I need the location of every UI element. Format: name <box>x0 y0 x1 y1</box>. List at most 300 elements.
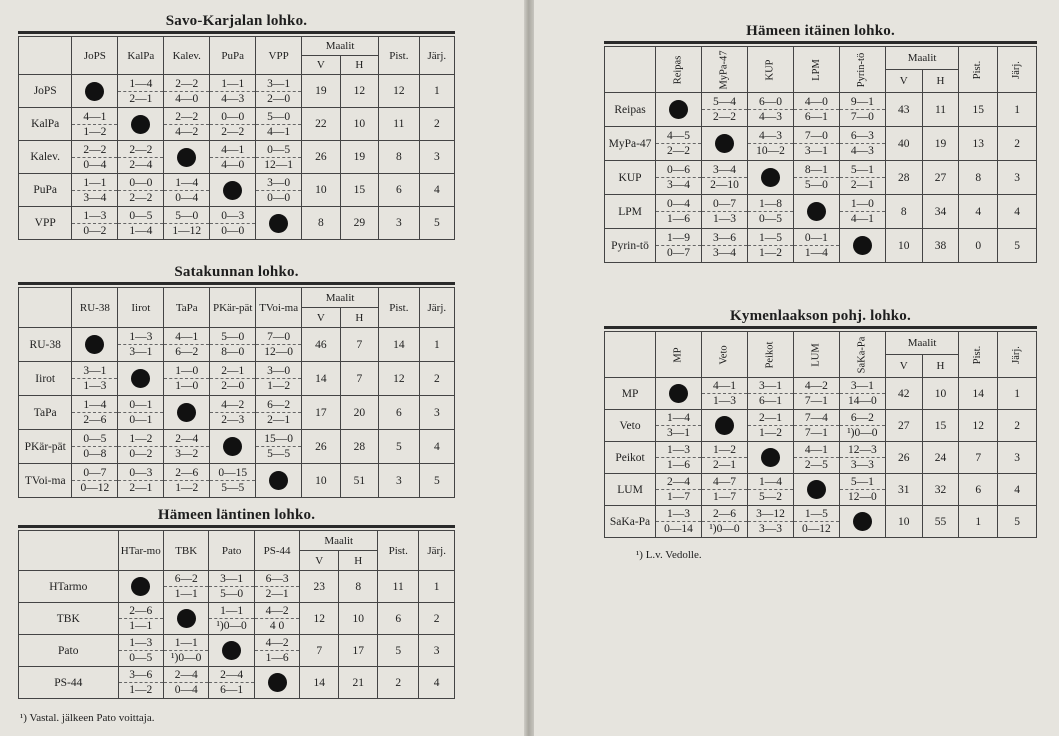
first-match-score: 1—3 <box>667 444 691 456</box>
column-header-ru-38 <box>72 288 118 328</box>
team-name-mypa-47: MyPa-47 <box>605 127 656 161</box>
pist-label: Pist. <box>388 544 408 557</box>
rank-value: 4 <box>998 195 1037 229</box>
table-row <box>19 108 455 141</box>
self-match-dot <box>269 214 288 233</box>
goals-for-value: 26 <box>302 141 340 174</box>
column-header-label: HTar-mo <box>120 544 161 557</box>
self-match-dot <box>85 335 104 354</box>
points-value: 12 <box>379 75 420 108</box>
goals-for-value: 26 <box>885 442 922 474</box>
points-value: 12 <box>379 362 420 396</box>
column-header-label: Iirot <box>131 301 151 314</box>
result-cell <box>210 430 256 464</box>
team-name-lum: LUM <box>605 474 656 506</box>
points-value: 11 <box>378 571 419 603</box>
rank-value: 3 <box>419 141 454 174</box>
goals-against-value: 51 <box>340 464 378 498</box>
first-match-score: 4—1 <box>175 331 199 343</box>
title-rule <box>604 326 1037 329</box>
result-cell <box>747 378 793 410</box>
result-cell <box>747 93 793 127</box>
first-match-score: 1—4 <box>667 412 691 424</box>
column-header-label: Reipas <box>672 55 684 85</box>
second-match-score: 5—5 <box>210 480 255 495</box>
team-name-pupa: PuPa <box>19 174 72 207</box>
result-cell <box>793 442 839 474</box>
goals-against-value: 32 <box>922 474 959 506</box>
first-match-score: 2—4 <box>220 669 244 681</box>
second-match-score: 1—3 <box>702 393 747 408</box>
jarj-label: Järj. <box>427 301 447 314</box>
result-cell <box>72 430 118 464</box>
second-match-score: 6—2 <box>164 344 209 359</box>
rank-value: 1 <box>998 93 1037 127</box>
result-cell <box>793 195 839 229</box>
second-match-score: 0—5 <box>748 211 793 226</box>
footnote-right: ¹) L.v. Vedolle. <box>636 549 702 561</box>
first-match-score: 2—6 <box>712 508 736 520</box>
second-match-score: 1—12 <box>164 223 209 238</box>
first-match-score: 3—1 <box>267 77 291 90</box>
self-match-dot <box>669 384 688 403</box>
result-cell <box>256 75 302 108</box>
goals-for-value: 42 <box>885 378 922 410</box>
goals-for-value: 17 <box>302 396 340 430</box>
title-rule <box>18 31 455 34</box>
first-match-score: 1—4 <box>83 399 107 411</box>
first-match-score: 3—0 <box>267 365 291 377</box>
second-match-score: 2—3 <box>210 412 255 427</box>
team-name-iirot: Iirot <box>19 362 72 396</box>
points-value: 5 <box>378 635 419 667</box>
result-cell <box>702 410 748 442</box>
rank-value: 1 <box>419 75 454 108</box>
result-cell <box>164 464 210 498</box>
result-cell <box>747 229 793 263</box>
result-cell <box>164 396 210 430</box>
second-match-score: 2—0 <box>256 91 301 106</box>
result-cell <box>256 328 302 362</box>
result-cell <box>256 362 302 396</box>
second-match-score: 2—2 <box>656 143 701 158</box>
table-row <box>19 207 455 240</box>
second-match-score: 2—1 <box>256 412 301 427</box>
result-cell <box>839 474 885 506</box>
result-cell <box>656 442 702 474</box>
goals-for-value: 19 <box>302 75 340 108</box>
rank-value: 5 <box>998 229 1037 263</box>
second-match-score: ¹)0—0 <box>164 650 208 665</box>
table-row <box>605 127 1037 161</box>
self-match-dot <box>715 416 734 435</box>
result-cell <box>163 635 208 667</box>
first-match-score: 0—6 <box>667 164 691 176</box>
result-cell <box>210 464 256 498</box>
second-match-score: 7—0 <box>840 109 885 124</box>
first-match-score: 5—1 <box>850 164 874 176</box>
goals-against-value: 55 <box>922 506 959 538</box>
rank-value: 2 <box>419 603 455 635</box>
second-match-score: 3—1 <box>118 344 163 359</box>
column-header-tbk <box>163 531 208 571</box>
corner-cell <box>19 531 119 571</box>
column-header-kalpa <box>118 37 164 75</box>
first-match-score: 1—4 <box>175 176 199 189</box>
second-match-score: 3—2 <box>164 446 209 461</box>
corner-cell <box>605 47 656 93</box>
result-cell <box>163 667 208 699</box>
pist-label: Pist. <box>972 60 984 80</box>
block-title: Hämeen itäinen lohko. <box>746 23 895 39</box>
team-name-tapa: TaPa <box>19 396 72 430</box>
team-name-kup: KUP <box>605 161 656 195</box>
second-match-score: 7—1 <box>794 425 839 440</box>
goals-against-value: 8 <box>339 571 378 603</box>
result-cell <box>210 141 256 174</box>
rank-value: 1 <box>998 378 1037 410</box>
result-cell <box>702 229 748 263</box>
second-match-score: 6—1 <box>209 682 253 697</box>
result-cell <box>118 603 163 635</box>
result-cell <box>118 362 164 396</box>
pist-label: Pist. <box>389 49 409 62</box>
rank-value: 4 <box>419 174 454 207</box>
result-cell <box>118 464 164 498</box>
team-name-pyrin-t: Pyrin-tö <box>605 229 656 263</box>
goals-against-value: 20 <box>340 396 378 430</box>
result-cell <box>72 396 118 430</box>
column-header-pato <box>209 531 254 571</box>
first-match-score: 4—7 <box>712 476 736 488</box>
table-row <box>605 410 1037 442</box>
column-header-iirot <box>118 288 164 328</box>
second-match-score: 0—4 <box>164 190 209 205</box>
column-header-tapa <box>164 288 210 328</box>
result-cell <box>702 474 748 506</box>
first-match-score: 4—0 <box>804 96 828 108</box>
result-cell <box>839 93 885 127</box>
second-match-score: 3—3 <box>840 457 885 472</box>
second-match-score: 0—12 <box>72 480 117 495</box>
second-match-score: 0—4 <box>72 157 117 172</box>
rank-value: 2 <box>998 127 1037 161</box>
second-match-score: 2—5 <box>794 457 839 472</box>
result-cell <box>164 108 210 141</box>
result-cell <box>656 161 702 195</box>
points-value: 6 <box>378 603 419 635</box>
result-cell <box>164 141 210 174</box>
first-match-score: 4—2 <box>221 399 245 411</box>
points-value: 8 <box>379 141 420 174</box>
result-cell <box>793 474 839 506</box>
result-cell <box>702 195 748 229</box>
result-cell <box>839 410 885 442</box>
points-value: 14 <box>379 328 420 362</box>
hameen-itainen-block <box>604 21 1037 263</box>
column-header-label: SaKa-Pa <box>856 336 868 374</box>
rank-value: 3 <box>419 635 455 667</box>
result-cell <box>839 195 885 229</box>
self-match-dot <box>222 641 241 660</box>
first-match-score: 0—5 <box>129 209 153 222</box>
second-match-score: 4—0 <box>210 157 255 172</box>
result-cell <box>164 328 210 362</box>
result-cell <box>702 93 748 127</box>
result-cell <box>793 506 839 538</box>
table-row <box>605 474 1037 506</box>
pist-header <box>378 531 419 571</box>
first-match-score: 2—1 <box>221 365 245 377</box>
jarj-label: Järj. <box>1011 346 1023 364</box>
second-match-score: ¹)0—0 <box>840 425 885 440</box>
goals-for-header: V <box>885 70 922 93</box>
result-cell <box>209 667 254 699</box>
column-header-mp <box>656 332 702 378</box>
first-match-score: 5—0 <box>175 209 199 222</box>
first-match-score: 9—1 <box>850 96 874 108</box>
team-name-ps-44: PS-44 <box>19 667 119 699</box>
column-header-kup <box>747 47 793 93</box>
first-match-score: 1—3 <box>129 331 153 343</box>
goals-against-value: 19 <box>922 127 959 161</box>
second-match-score: 1—7 <box>656 489 701 504</box>
savo-karjala-block <box>18 11 455 240</box>
column-header-veto <box>702 332 748 378</box>
maalit-header: Maalit <box>885 47 959 70</box>
goals-against-value: 7 <box>340 328 378 362</box>
column-header-label: KUP <box>764 59 776 81</box>
column-header-pyrin-t <box>839 47 885 93</box>
standings-table <box>604 46 1037 263</box>
first-match-score: 6—2 <box>850 412 874 424</box>
block-title: Kymenlaakson pohj. lohko. <box>730 308 911 324</box>
first-match-score: 3—4 <box>712 164 736 176</box>
first-match-score: 5—0 <box>221 331 245 343</box>
column-header-label: Pato <box>221 544 242 557</box>
goals-against-value: 27 <box>922 161 959 195</box>
first-match-score: 0—3 <box>129 467 153 479</box>
result-cell <box>839 378 885 410</box>
team-name-vpp: VPP <box>19 207 72 240</box>
first-match-score: 1—3 <box>129 637 153 649</box>
first-match-score: 0—15 <box>218 467 248 479</box>
goals-against-value: 7 <box>340 362 378 396</box>
column-header-label: TaPa <box>175 301 198 314</box>
goals-against-value: 10 <box>339 603 378 635</box>
second-match-score: 5—0 <box>794 177 839 192</box>
table-row <box>605 229 1037 263</box>
result-cell <box>210 75 256 108</box>
first-match-score: 1—9 <box>667 232 691 244</box>
second-match-score: 0—7 <box>656 245 701 260</box>
second-match-score: 1—7 <box>702 489 747 504</box>
result-cell <box>118 207 164 240</box>
result-cell <box>164 174 210 207</box>
first-match-score: 4—3 <box>758 130 782 142</box>
rank-value: 4 <box>419 667 455 699</box>
first-match-score: 0—7 <box>712 198 736 210</box>
result-cell <box>747 474 793 506</box>
second-match-score: 1—6 <box>656 457 701 472</box>
self-match-dot <box>761 448 780 467</box>
block-title: Savo-Karjalan lohko. <box>165 13 308 29</box>
second-match-score: 1—4 <box>794 245 839 260</box>
goals-against-header: H <box>339 551 378 571</box>
second-match-score: 0—2 <box>118 446 163 461</box>
result-cell <box>118 430 164 464</box>
column-header-label: Pyrin-tö <box>856 52 868 88</box>
goals-for-value: 26 <box>302 430 340 464</box>
goals-against-value: 10 <box>340 108 378 141</box>
goals-against-value: 15 <box>340 174 378 207</box>
column-header-label: Veto <box>718 345 730 365</box>
table-row <box>605 93 1037 127</box>
second-match-score: 1—2 <box>72 124 117 139</box>
goals-for-value: 10 <box>302 464 340 498</box>
rank-value: 5 <box>998 506 1037 538</box>
points-value: 2 <box>378 667 419 699</box>
first-match-score: 4—5 <box>667 130 691 142</box>
result-cell <box>210 108 256 141</box>
column-header-label: MP <box>672 347 684 363</box>
second-match-score: 2—1 <box>118 91 163 106</box>
goals-against-value: 17 <box>339 635 378 667</box>
result-cell <box>839 229 885 263</box>
result-cell <box>256 141 302 174</box>
book-gutter <box>524 0 534 736</box>
table-row <box>19 464 455 498</box>
result-cell <box>210 174 256 207</box>
goals-against-value: 34 <box>922 195 959 229</box>
second-match-score: 5—2 <box>748 489 793 504</box>
result-cell <box>656 378 702 410</box>
standings-table <box>604 331 1037 538</box>
hameen-lantinen-block <box>18 505 455 699</box>
goals-for-value: 10 <box>885 229 922 263</box>
result-cell <box>839 161 885 195</box>
result-cell <box>210 362 256 396</box>
table-row <box>19 635 455 667</box>
second-match-score: 3—1 <box>794 143 839 158</box>
points-value: 6 <box>379 396 420 430</box>
points-value: 15 <box>959 93 998 127</box>
goals-for-value: 23 <box>300 571 339 603</box>
pist-label: Pist. <box>389 301 409 314</box>
goals-against-value: 19 <box>340 141 378 174</box>
result-cell <box>118 141 164 174</box>
column-header-lpm <box>793 47 839 93</box>
first-match-score: 7—0 <box>267 331 291 343</box>
second-match-score: 2—0 <box>210 378 255 393</box>
result-cell <box>747 195 793 229</box>
goals-against-value: 24 <box>922 442 959 474</box>
points-value: 6 <box>959 474 998 506</box>
result-cell <box>164 75 210 108</box>
satakunta-block <box>18 262 455 498</box>
goals-for-header: V <box>302 308 340 328</box>
result-cell <box>254 571 299 603</box>
maalit-header: Maalit <box>885 332 959 355</box>
second-match-score: 2—1 <box>118 480 163 495</box>
column-header-jops <box>72 37 118 75</box>
jarj-header <box>998 47 1037 93</box>
second-match-score: 0—2 <box>72 223 117 238</box>
result-cell <box>747 410 793 442</box>
column-header-label: PuPa <box>221 49 245 62</box>
team-name-pk-r-p-t: PKär-pät <box>19 430 72 464</box>
standings-table <box>18 36 455 240</box>
table-row <box>19 603 455 635</box>
result-cell <box>839 442 885 474</box>
result-cell <box>209 571 254 603</box>
second-match-score: 2—1 <box>702 457 747 472</box>
pist-header <box>959 332 998 378</box>
result-cell <box>118 174 164 207</box>
second-match-score: 4 0 <box>255 618 299 633</box>
first-match-score: 2—4 <box>667 476 691 488</box>
first-match-score: 1—1 <box>220 605 244 617</box>
second-match-score: 12—1 <box>256 157 301 172</box>
result-cell <box>164 430 210 464</box>
rank-value: 2 <box>419 108 454 141</box>
result-cell <box>72 328 118 362</box>
second-match-score: 2—1 <box>255 586 299 601</box>
first-match-score: 1—3 <box>83 209 107 222</box>
column-header-label: Kalev. <box>172 49 201 62</box>
pist-header <box>959 47 998 93</box>
result-cell <box>793 378 839 410</box>
table-row <box>605 161 1037 195</box>
team-name-kalev: Kalev. <box>19 141 72 174</box>
second-match-score: 0—12 <box>794 521 839 536</box>
result-cell <box>256 108 302 141</box>
result-cell <box>747 161 793 195</box>
result-cell <box>163 571 208 603</box>
rank-value: 4 <box>419 430 454 464</box>
title-rule <box>18 282 455 285</box>
goals-for-value: 40 <box>885 127 922 161</box>
table-row <box>19 174 455 207</box>
jarj-header <box>998 332 1037 378</box>
points-value: 3 <box>379 207 420 240</box>
second-match-score: 1—2 <box>256 378 301 393</box>
first-match-score: 3—6 <box>712 232 736 244</box>
second-match-score: 2—4 <box>118 157 163 172</box>
rank-value: 3 <box>998 161 1037 195</box>
column-header-label: JoPS <box>83 49 106 62</box>
column-header-label: LUM <box>810 343 822 367</box>
points-value: 3 <box>379 464 420 498</box>
second-match-score: 3—1 <box>656 425 701 440</box>
second-match-score: 2—6 <box>72 412 117 427</box>
points-value: 7 <box>959 442 998 474</box>
first-match-score: 0—0 <box>129 176 153 189</box>
result-cell <box>72 108 118 141</box>
pist-header <box>379 288 420 328</box>
second-match-score: 2—2 <box>118 190 163 205</box>
jarj-label: Järj. <box>427 49 447 62</box>
table-row <box>19 396 455 430</box>
self-match-dot <box>268 673 287 692</box>
first-match-score: 12—3 <box>847 444 877 456</box>
first-match-score: 1—0 <box>175 365 199 377</box>
goals-for-header: V <box>885 355 922 378</box>
maalit-header: Maalit <box>300 531 378 551</box>
column-header-peikot <box>747 332 793 378</box>
result-cell <box>254 667 299 699</box>
first-match-score: 4—2 <box>804 380 828 392</box>
